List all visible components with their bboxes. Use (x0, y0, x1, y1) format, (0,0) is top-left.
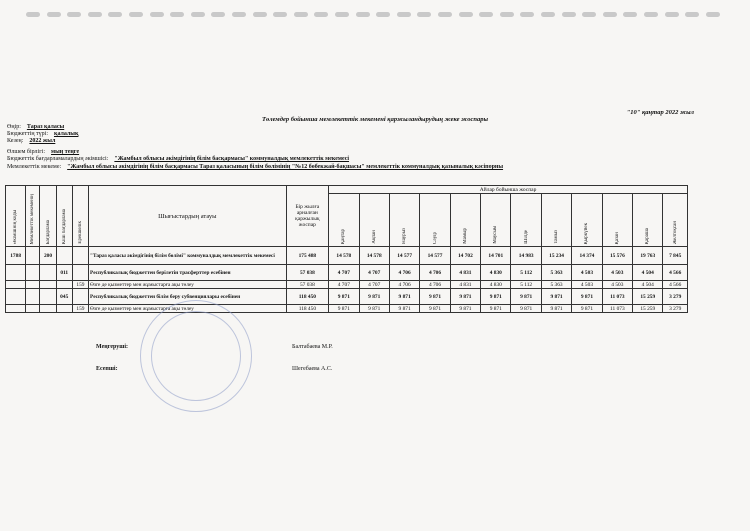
header-label: Өлшем бірлігі: (7, 149, 46, 155)
cell-month-value: 15 576 (602, 247, 632, 265)
cell-program (40, 289, 56, 305)
cell-month-value: 4 504 (633, 265, 663, 281)
cell-program (40, 281, 56, 289)
month-header: Қараша (633, 194, 663, 247)
col-header-subprogram: Кіші бағдарлама (56, 186, 72, 247)
cell-month-value: 9 871 (359, 305, 389, 313)
cell-admin-code: 1788 (6, 247, 26, 265)
punched-hole (376, 12, 390, 17)
header-line (7, 149, 79, 156)
col-header-specific: Ерекшелік (72, 186, 88, 247)
accountant-label: Есепші: (96, 366, 118, 372)
cell-month-value: 9 871 (329, 305, 359, 313)
month-header: Ақпан (359, 194, 389, 247)
official-stamp (140, 300, 252, 412)
cell-month-value: 9 871 (329, 289, 359, 305)
month-header: Шілде (511, 194, 541, 247)
cell-annual-total: 57 038 (286, 281, 329, 289)
punched-hole (129, 12, 143, 17)
cell-month-value: 4 707 (359, 265, 389, 281)
cell-month-value: 14 578 (359, 247, 389, 265)
cell-gu-code (26, 247, 40, 265)
cell-month-value: 3 279 (663, 289, 688, 305)
header-value: "Жамбыл облысы әкімдігінің білім басқармасы" коммуналдық мемлекеттік мекемесі (114, 156, 350, 162)
cell-month-value: 4 503 (572, 265, 602, 281)
cell-month-value: 9 871 (481, 305, 511, 313)
col-header-admin: Әкімшінің коды (6, 186, 26, 247)
punched-hole (644, 12, 658, 17)
plan-table (5, 185, 688, 313)
punched-hole (685, 12, 699, 17)
cell-month-value: 9 871 (541, 305, 571, 313)
month-header: Сәуір (420, 194, 450, 247)
header-value: қалалық (53, 131, 79, 137)
punched-hole (314, 12, 328, 17)
header-line (7, 138, 55, 145)
punched-hole (479, 12, 493, 17)
month-header: Қаңтар (329, 194, 359, 247)
cell-specific: 159 (72, 305, 88, 313)
cell-month-value: 14 578 (329, 247, 359, 265)
cell-month-value: 14 577 (389, 247, 419, 265)
cell-month-value: 4 706 (420, 265, 450, 281)
accountant-name: Шегебаева А.С. (292, 366, 333, 372)
cell-gu-code (26, 289, 40, 305)
cell-admin-code (6, 305, 26, 313)
cell-annual-total: 118 450 (286, 289, 329, 305)
table-row (6, 305, 688, 313)
col-header-name: Шығыстардың атауы (89, 186, 287, 247)
cell-admin-code (6, 265, 26, 281)
cell-month-value: 15 259 (633, 305, 663, 313)
table-row (6, 265, 688, 281)
punched-holes-strip (26, 12, 726, 20)
header-line (7, 124, 64, 131)
month-header: Қазан (602, 194, 632, 247)
document-date: "10" қаңтар 2022 жыл (626, 109, 694, 116)
punched-hole (211, 12, 225, 17)
punched-hole (562, 12, 576, 17)
cell-month-value: 14 983 (511, 247, 541, 265)
cell-program (40, 305, 56, 313)
header-line (7, 164, 503, 171)
punched-hole (150, 12, 164, 17)
cell-month-value: 4 504 (633, 281, 663, 289)
cell-month-value: 15 234 (541, 247, 571, 265)
punched-hole (253, 12, 267, 17)
punched-hole (603, 12, 617, 17)
cell-month-value: 7 845 (663, 247, 688, 265)
cell-annual-total: 118 450 (286, 305, 329, 313)
cell-expense-name: Республикалық бюджеттен берілетін трасферттер есебінен (89, 265, 287, 281)
cell-month-value: 4 566 (663, 265, 688, 281)
table-row (6, 289, 688, 305)
table-row (6, 281, 688, 289)
cell-month-value: 11 073 (602, 289, 632, 305)
cell-month-value: 5 363 (541, 265, 571, 281)
cell-month-value: 4 706 (420, 281, 450, 289)
cell-month-value: 5 363 (541, 281, 571, 289)
cell-month-value: 9 871 (511, 305, 541, 313)
header-label: Бюджеттік бағдарламалардың әкімшісі: (7, 156, 109, 162)
punched-hole (273, 12, 287, 17)
cell-month-value: 4 707 (329, 281, 359, 289)
cell-month-value: 14 374 (572, 247, 602, 265)
table-row (6, 247, 688, 265)
cell-month-value: 4 830 (481, 265, 511, 281)
month-header: Қыркүйек (572, 194, 602, 247)
header-value: Тараз қаласы (26, 124, 65, 130)
punched-hole (541, 12, 555, 17)
punched-hole (706, 12, 720, 17)
cell-month-value: 9 871 (420, 289, 450, 305)
punched-hole (459, 12, 473, 17)
cell-specific (72, 265, 88, 281)
cell-month-value: 9 871 (481, 289, 511, 305)
col-header-program: Бағдарлама (40, 186, 56, 247)
cell-gu-code (26, 281, 40, 289)
cell-annual-total: 57 038 (286, 265, 329, 281)
cell-specific (72, 289, 88, 305)
punched-hole (170, 12, 184, 17)
punched-hole (438, 12, 452, 17)
punched-hole (582, 12, 596, 17)
cell-subprogram: 045 (56, 289, 72, 305)
month-header: Тамыз (541, 194, 571, 247)
header-label: Мемлекеттік мекеме: (7, 164, 62, 170)
cell-month-value: 4 831 (450, 281, 480, 289)
col-header-gu: Мемлекеттік мекеменің (26, 186, 40, 247)
punched-hole (294, 12, 308, 17)
cell-month-value: 11 073 (602, 305, 632, 313)
cell-specific: 159 (72, 281, 88, 289)
cell-month-value: 14 577 (420, 247, 450, 265)
header-value: 2022 жыл (29, 138, 56, 144)
month-header: Наурыз (389, 194, 419, 247)
head-name: Балтабаева М.Р. (292, 344, 333, 350)
cell-expense-name: Өзге де қызметтер мен жұмыстарға ақы төлеу (89, 281, 287, 289)
punched-hole (108, 12, 122, 17)
cell-month-value: 4 706 (389, 281, 419, 289)
cell-subprogram (56, 247, 72, 265)
cell-month-value: 9 871 (450, 289, 480, 305)
cell-admin-code (6, 289, 26, 305)
cell-month-value: 9 871 (541, 289, 571, 305)
header-label: Кезең: (7, 138, 24, 144)
cell-gu-code (26, 265, 40, 281)
cell-admin-code (6, 281, 26, 289)
punched-hole (47, 12, 61, 17)
punched-hole (232, 12, 246, 17)
month-header: Маусым (481, 194, 511, 247)
month-header: Желтоқсан (663, 194, 688, 247)
cell-program (40, 265, 56, 281)
cell-month-value: 9 871 (389, 305, 419, 313)
cell-month-value: 9 871 (450, 305, 480, 313)
punched-hole (335, 12, 349, 17)
cell-month-value: 15 259 (633, 289, 663, 305)
cell-subprogram (56, 281, 72, 289)
cell-month-value: 5 112 (511, 281, 541, 289)
cell-subprogram (56, 305, 72, 313)
cell-specific (72, 247, 88, 265)
punched-hole (26, 12, 40, 17)
punched-hole (417, 12, 431, 17)
punched-hole (67, 12, 81, 17)
cell-month-value: 4 566 (663, 281, 688, 289)
header-value: мың теңге (51, 149, 80, 155)
cell-expense-name: Өзге де қызметтер мен жұмыстарға ақы төлеу (89, 305, 287, 313)
month-header: Мамыр (450, 194, 480, 247)
cell-month-value: 9 871 (572, 289, 602, 305)
col-header-annual: Бір жылға арналған қаржылық жоспар (286, 186, 329, 247)
document-title: Төлемдер бойынша мемлекеттік мекемені қаржыландырудың жеке жоспары (262, 116, 488, 123)
cell-month-value: 4 830 (481, 281, 511, 289)
cell-month-value: 9 871 (572, 305, 602, 313)
cell-month-value: 4 706 (389, 265, 419, 281)
cell-month-value: 4 707 (359, 281, 389, 289)
cell-gu-code (26, 305, 40, 313)
cell-month-value: 5 112 (511, 265, 541, 281)
cell-program: 200 (40, 247, 56, 265)
cell-month-value: 4 831 (450, 265, 480, 281)
punched-hole (356, 12, 370, 17)
cell-month-value: 9 871 (511, 289, 541, 305)
punched-hole (397, 12, 411, 17)
cell-month-value: 4 503 (602, 281, 632, 289)
header-line (7, 131, 78, 138)
head-label: Меңгеруші: (96, 344, 129, 350)
cell-expense-name: "Тараз қаласы әкімдігінің білім бөлімі" коммуналдық мемлекеттік мекемесі (89, 247, 287, 265)
cell-month-value: 9 871 (420, 305, 450, 313)
months-header: Айлар бойынша жоспар (329, 186, 688, 194)
cell-subprogram: 011 (56, 265, 72, 281)
cell-month-value: 14 702 (450, 247, 480, 265)
header-label: Өңір: (7, 124, 21, 130)
cell-month-value: 14 701 (481, 247, 511, 265)
header-value: "Жамбыл облысы әкімдігінің білім басқармасы Тараз қаласының білім бөлімінің "№12 бөбекжай-бақшасы" мемлекеттік коммуналдық қазыналық кәсіпорны (67, 164, 504, 170)
cell-month-value: 9 871 (359, 289, 389, 305)
cell-expense-name: Республикалық бюджеттен білім беру субвенциялары есебінен (89, 289, 287, 305)
punched-hole (191, 12, 205, 17)
header-label: Бюджеттің түрі: (7, 131, 48, 137)
punched-hole (88, 12, 102, 17)
cell-month-value: 4 503 (602, 265, 632, 281)
cell-month-value: 4 503 (572, 281, 602, 289)
punched-hole (520, 12, 534, 17)
cell-month-value: 9 871 (389, 289, 419, 305)
punched-hole (665, 12, 679, 17)
cell-month-value: 4 707 (329, 265, 359, 281)
cell-annual-total: 175 488 (286, 247, 329, 265)
header-line (7, 156, 349, 163)
cell-month-value: 19 763 (633, 247, 663, 265)
punched-hole (500, 12, 514, 17)
punched-hole (623, 12, 637, 17)
cell-month-value: 3 279 (663, 305, 688, 313)
